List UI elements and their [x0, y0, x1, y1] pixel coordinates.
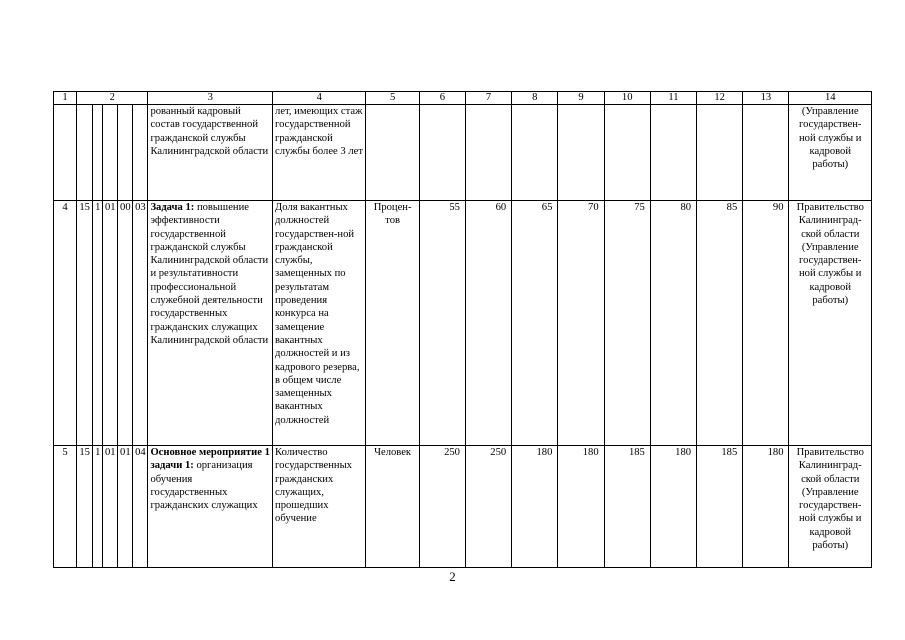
code-cell: 04: [133, 446, 148, 568]
header-cell: 4: [273, 92, 366, 105]
header-cell: 1: [54, 92, 77, 105]
header-cell: 14: [789, 92, 872, 105]
indicator-cell: Количество государственных гражданских служащих, прошедших обучение: [273, 446, 366, 568]
header-row: [54, 92, 872, 105]
value-cell: [465, 105, 511, 201]
value-cell: 250: [465, 446, 511, 568]
value-cell: 90: [743, 201, 789, 446]
row-number: 4: [54, 201, 77, 446]
value-cell: 180: [558, 446, 604, 568]
value-cell: 180: [650, 446, 696, 568]
value-cell: [604, 105, 650, 201]
value-cell: 180: [512, 446, 558, 568]
code-cell: [133, 105, 148, 201]
value-cell: 80: [650, 201, 696, 446]
code-cell: 00: [118, 201, 133, 446]
table-row: [54, 105, 872, 201]
page-number: 2: [449, 569, 456, 584]
code-cell: 01: [103, 201, 118, 446]
task-text: рованный кадровый состав государственной гражданской службы Калининградской области: [150, 106, 269, 157]
header-cell: 11: [650, 92, 696, 105]
header-cell: 7: [465, 92, 511, 105]
header-cell: 9: [558, 92, 604, 105]
unit-cell: Человек: [366, 446, 419, 568]
responsible-cell: Правительство Калининград-ской области (Управление государствен-ной службы и кадровой работы): [789, 201, 872, 446]
task-text: повышение эффективности государственной гражданской службы Калининградской области и результативности профессиональной служебной деятельности государственных гражданских служащих Калининградской области: [150, 202, 269, 346]
header-cell: 8: [512, 92, 558, 105]
responsible-cell: (Управление государствен-ной службы и кадровой работы): [789, 105, 872, 201]
task-cell: [148, 446, 273, 568]
value-cell: 85: [697, 201, 743, 446]
code-cell: [103, 105, 118, 201]
row-number: 5: [54, 446, 77, 568]
task-cell: [148, 201, 273, 446]
code-cell: [118, 105, 133, 201]
task-heading: Основное мероприятие 1 задачи 1:: [150, 447, 270, 472]
code-cell: [93, 105, 103, 201]
code-cell: [77, 105, 93, 201]
header-cell: 12: [697, 92, 743, 105]
value-cell: 70: [558, 201, 604, 446]
value-cell: [558, 105, 604, 201]
code-cell: 15: [77, 446, 93, 568]
value-cell: 75: [604, 201, 650, 446]
indicator-cell: Доля вакантных должностей государствен-ной гражданской службы, замещенных по результатам проведения конкурса на замещение вакантных должностей и из кадрового резерва, в общем числе замещенных вакантных должностей: [273, 201, 366, 446]
code-cell: 01: [118, 446, 133, 568]
unit-cell: [366, 105, 419, 201]
value-cell: 185: [604, 446, 650, 568]
value-cell: 65: [512, 201, 558, 446]
row-number: [54, 105, 77, 201]
value-cell: [650, 105, 696, 201]
value-cell: 180: [743, 446, 789, 568]
header-cell: 2: [77, 92, 148, 105]
task-text: организация обучения государственных гражданских служащих: [150, 460, 258, 512]
header-cell: 5: [366, 92, 419, 105]
value-cell: 185: [697, 446, 743, 568]
responsible-cell: Правительство Калининград-ской области (Управление государствен-ной службы и кадровой работы): [789, 446, 872, 568]
value-cell: [743, 105, 789, 201]
header-cell: 3: [148, 92, 273, 105]
value-cell: [512, 105, 558, 201]
table-row: [54, 201, 872, 446]
task-heading: Задача 1:: [150, 202, 195, 213]
unit-cell: Процен-тов: [366, 201, 419, 446]
table-row: [54, 446, 872, 568]
code-cell: 1: [93, 201, 103, 446]
task-cell: [148, 105, 273, 201]
header-cell: 10: [604, 92, 650, 105]
program-table: [53, 91, 872, 568]
code-cell: 15: [77, 201, 93, 446]
header-cell: 6: [419, 92, 465, 105]
indicator-cell: лет, имеющих стаж государственной гражданской службы более 3 лет: [273, 105, 366, 201]
value-cell: [697, 105, 743, 201]
code-cell: 01: [103, 446, 118, 568]
code-cell: 1: [93, 446, 103, 568]
value-cell: 250: [419, 446, 465, 568]
value-cell: 55: [419, 201, 465, 446]
value-cell: 60: [465, 201, 511, 446]
header-cell: 13: [743, 92, 789, 105]
value-cell: [419, 105, 465, 201]
code-cell: 03: [133, 201, 148, 446]
